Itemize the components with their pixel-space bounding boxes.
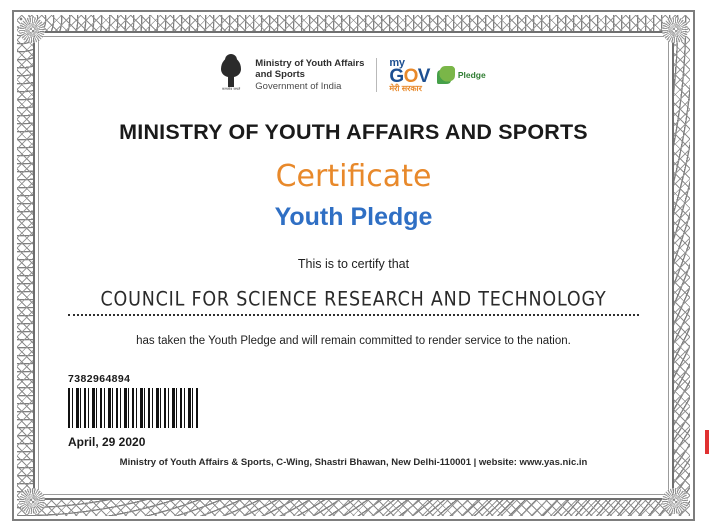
mygov-hindi-text: मेरी सरकार bbox=[389, 83, 422, 93]
recipient-block bbox=[44, 288, 663, 316]
emblem-pillar bbox=[228, 76, 234, 87]
certify-text: This is to certify that bbox=[297, 257, 410, 271]
recipient-name: COUNCIL FOR SCIENCE RESEARCH AND TECHNOLOGY bbox=[100, 288, 607, 311]
emblem-lions bbox=[221, 57, 241, 77]
mygov-g: G bbox=[389, 65, 404, 87]
recipient-dotted-rule bbox=[68, 314, 639, 316]
header-divider bbox=[376, 58, 377, 92]
mygov-logo bbox=[389, 58, 429, 93]
corner-rosette-bottom-left-icon bbox=[19, 488, 45, 514]
pledge-badge bbox=[435, 65, 488, 85]
green-leaf-pledge-icon bbox=[437, 66, 455, 84]
mygov-my-text: my bbox=[389, 56, 405, 69]
mygov-v: V bbox=[417, 65, 430, 87]
certificate-footer: Ministry of Youth Affairs & Sports, C-Wing, Shastri Bhawan, New Delhi-110001 | website: www.yas.nic.in bbox=[119, 457, 588, 468]
ministry-line-3: Government of India bbox=[255, 80, 342, 92]
mygov-o: O bbox=[403, 65, 418, 87]
certificate-word: Certificate bbox=[275, 159, 432, 194]
page-title: MINISTRY OF YOUTH AFFAIRS AND SPORTS bbox=[119, 120, 588, 144]
emblem-motto: सत्यमेव जयते bbox=[222, 87, 241, 91]
corner-rosette-bottom-right-icon bbox=[662, 488, 688, 514]
barcode-number: 7382964894 bbox=[68, 373, 131, 385]
ministry-line-1: Ministry of Youth Affairs bbox=[255, 57, 365, 69]
barcode-block bbox=[44, 373, 663, 428]
mygov-block bbox=[389, 58, 487, 93]
certificate-subject: Youth Pledge bbox=[274, 203, 433, 231]
commitment-text: has taken the Youth Pledge and will remain committed to render service to the nation. bbox=[136, 335, 571, 347]
barcode-icon bbox=[68, 388, 198, 428]
mygov-gov-text bbox=[389, 67, 429, 86]
certificate-content bbox=[44, 42, 663, 489]
pledge-badge-label: Pledge bbox=[457, 70, 486, 80]
corner-rosette-top-left-icon bbox=[19, 17, 45, 43]
corner-rosette-top-right-icon bbox=[662, 17, 688, 43]
certificate-header-logos bbox=[44, 52, 663, 98]
page-edge-marker bbox=[705, 430, 709, 454]
india-state-emblem-icon bbox=[219, 54, 243, 96]
ministry-name-block bbox=[255, 58, 364, 93]
certificate-date: April, 29 2020 bbox=[68, 435, 146, 449]
ministry-line-2: and Sports bbox=[255, 69, 305, 81]
